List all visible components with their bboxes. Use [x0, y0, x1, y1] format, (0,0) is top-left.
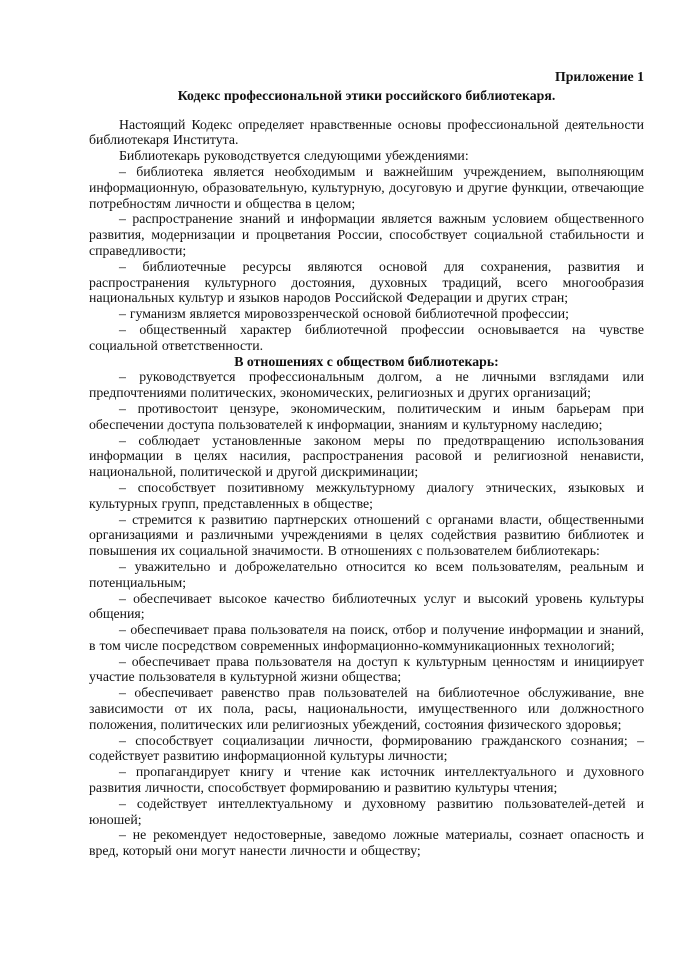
list-item-belief: – общественный характер библиотечной профессии основывается на чувстве социальной ответственности. [89, 321, 644, 353]
list-item-belief: – библиотечные ресурсы являются основой для сохранения, развития и распространения культурного достояния, духовных традиций, всего многообразия национальных культур и языков народов Российской Федерации и других стран; [89, 258, 644, 306]
list-item-user: – не рекомендует недостоверные, заведомо ложные материалы, сознает опасность и вред, который они могут нанести личности и обществу; [89, 827, 644, 859]
list-item-society: – стремится к развитию партнерских отношений с органами власти, общественными организациями и различными учреждениями в целях содействия развитию библиотек и повышения их социальной значимости. В отношениях с пользователем библиотекарь: [89, 511, 644, 559]
paragraph-beliefs-lead: Библиотекарь руководствуется следующими убеждениями: [119, 148, 469, 164]
list-item-user: – уважительно и доброжелательно относится ко всем пользователям, реальным и потенциальным; [89, 558, 644, 590]
list-item-user: – обеспечивает права пользователя на доступ к культурным ценностям и инициирует участие пользователя в культурной жизни общества; [89, 653, 644, 685]
list-item-society: – противостоит цензуре, экономическим, политическим и иным барьерам при обеспечении доступа пользователей к информации, знаниям и культурному наследию; [89, 400, 644, 432]
list-item-belief: – распространение знаний и информации является важным условием общественного развития, модернизации и процветания России, способствует социальной стабильности и справедливости; [89, 211, 644, 258]
list-item-user: – пропагандирует книгу и чтение как источник интеллектуального и духовного развития личности, способствует формированию и развитию культуры чтения; [89, 764, 644, 796]
appendix-label: Приложение 1 [555, 69, 644, 84]
list-item-user: – обеспечивает высокое качество библиотечных услуг и высокий уровень культуры общения; [89, 590, 644, 622]
list-item-belief: – гуманизм является мировоззренческой основой библиотечной профессии; [119, 306, 569, 322]
list-item-belief: – библиотека является необходимым и важнейшим учреждением, выполняющим информационную, образовательную, культурную, досуговую и другие функции, отвечающие потребностям личности и общества в целом; [89, 163, 644, 211]
paragraph-intro: Настоящий Кодекс определяет нравственные основы профессиональной деятельности библиотекаря Института. [89, 116, 644, 148]
list-item-user: – содействует интеллектуальному и духовному развитию пользователей-детей и юношей; [89, 795, 644, 827]
document-title: Кодекс профессиональной этики российского библиотекаря. [177, 87, 556, 103]
section-heading-society: В отношениях с обществом библиотекарь: [234, 353, 499, 369]
list-item-society: – руководствуется профессиональным долгом, а не личными взглядами или предпочтениями политических, экономических, религиозных и других организаций; [89, 369, 644, 401]
list-item-user: – обеспечивает права пользователя на поиск, отбор и получение информации и знаний, в том числе посредством современных информационно-коммуникационных технологий; [89, 622, 644, 653]
list-item-user: – способствует социализации личности, формированию гражданского сознания; – содействует развитию информационной культуры личности; [89, 732, 644, 764]
list-item-user: – обеспечивает равенство прав пользователей на библиотечное обслуживание, вне зависимости от их пола, расы, национальности, имущественного или должностного положения, политических или религиозных убеждений, состояния физического здоровья; [89, 685, 644, 732]
list-item-society: – способствует позитивному межкультурному диалогу этнических, языковых и культурных групп, представленных в обществе; [89, 479, 644, 511]
list-item-society: – соблюдает установленные законом меры по предотвращению использования информации в целях насилия, распространения расовой и религиозной ненависти, национальной, политической и другой дискриминации; [89, 432, 644, 480]
